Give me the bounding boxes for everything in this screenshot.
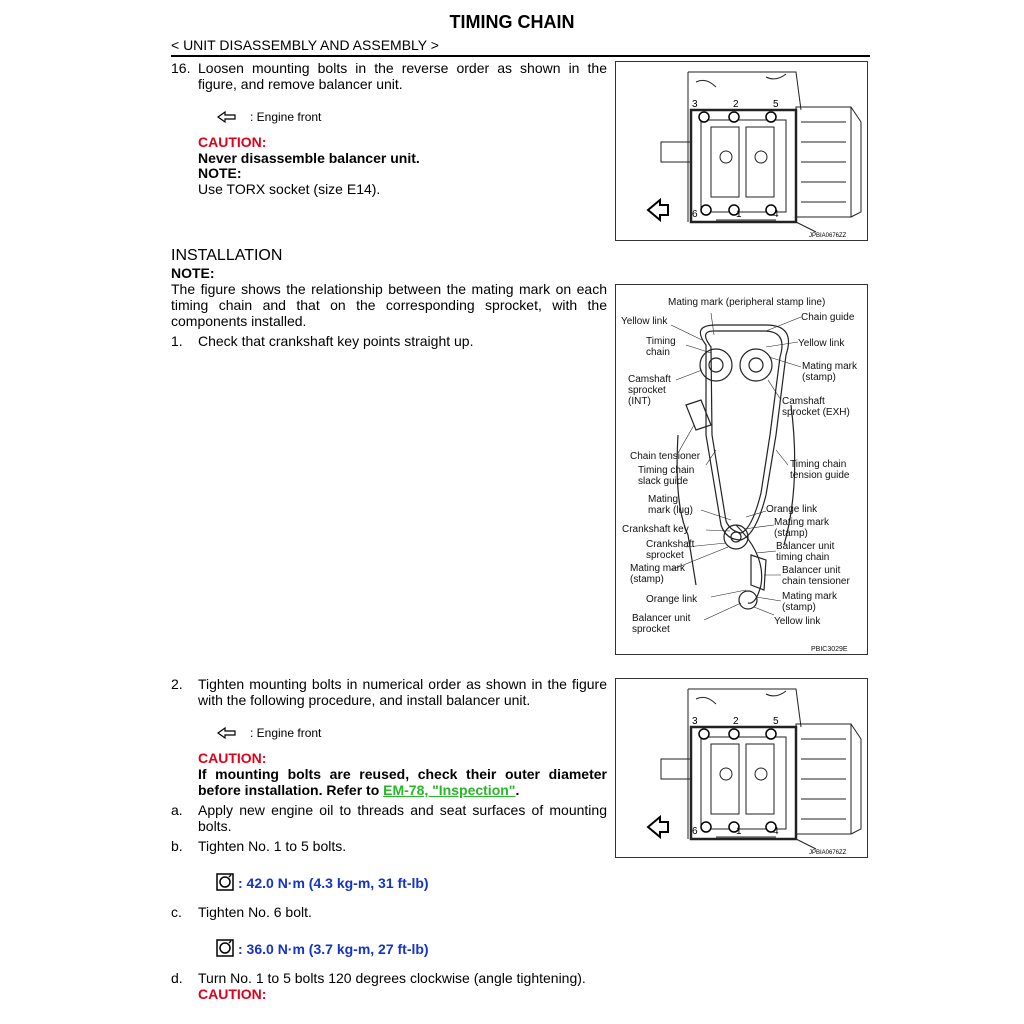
step-1-text: Check that crankshaft key points straight up.	[198, 333, 474, 349]
caution-label: CAUTION:	[198, 750, 267, 766]
caution-text: Never disassemble balancer unit.	[198, 150, 420, 166]
label-tension-guide-2: tension guide	[790, 470, 850, 481]
label-cam-exh-1: Camshaft	[782, 396, 825, 407]
label-yellow-link-tr: Yellow link	[798, 338, 845, 349]
balancer-unit-figure-1	[615, 61, 868, 241]
installation-note-text: The figure shows the relationship between the mating mark on each timing chain and that on the corresponding sprocket, with the components installed.	[171, 281, 607, 329]
step-2-number: 2.	[171, 676, 183, 692]
bolt-label-3: 3	[692, 99, 698, 110]
bolt-label-5: 5	[773, 716, 779, 727]
caution-label: CAUTION:	[198, 986, 267, 1002]
figure-code: JPBIA0676ZZ	[809, 233, 847, 239]
step-a-text: Apply new engine oil to threads and seat surfaces of mounting bolts.	[198, 802, 607, 834]
step-d-text: Turn No. 1 to 5 bolts 120 degrees clockwise (angle tightening).	[198, 970, 586, 986]
label-bal-sprocket-1: Balancer unit	[632, 613, 691, 624]
label-bal-chain-2: timing chain	[776, 552, 830, 563]
engine-front-arrow-icon	[648, 200, 668, 220]
bolt-label-6: 6	[692, 826, 698, 837]
balancer-unit-figure-2	[615, 678, 868, 858]
page-title: TIMING CHAIN	[449, 12, 575, 32]
timing-chain-figure	[615, 284, 868, 655]
note-text: Use TORX socket (size E14).	[198, 181, 381, 197]
bolt-label-1: 1	[736, 826, 742, 837]
figure-code: PBIC3029E	[811, 646, 848, 653]
torque-spec-2: : 36.0 N·m (3.7 kg-m, 27 ft-lb)	[238, 941, 429, 957]
bolt-label-4: 4	[773, 826, 779, 837]
label-orange-link-r: Orange link	[766, 504, 818, 515]
label-mating-stamp-1: Mating mark	[802, 361, 858, 372]
bolt-label-3: 3	[692, 716, 698, 727]
label-crank-key: Crankshaft key	[622, 524, 689, 535]
label-mating-stamp-b1: Mating mark	[782, 591, 838, 602]
label-cam-int-3: (INT)	[628, 396, 651, 407]
step-2-text: Tighten mounting bolts in numerical order as shown in the figure with the following procedure, and install balancer unit.	[198, 676, 607, 708]
step-d-letter: d.	[171, 970, 183, 986]
engine-front-label: : Engine front	[250, 110, 322, 124]
label-cam-exh-2: sprocket (EXH)	[782, 407, 850, 418]
step-c-letter: c.	[171, 904, 182, 920]
torque-spec-1: : 42.0 N·m (4.3 kg-m, 31 ft-lb)	[238, 875, 429, 891]
bolt-label-6: 6	[692, 209, 698, 220]
torque-icon	[216, 873, 234, 896]
caution-end: .	[515, 782, 520, 798]
figure-code: JPBIA0676ZZ	[809, 850, 847, 856]
torque-icon	[216, 939, 234, 962]
note-label: NOTE:	[198, 165, 242, 181]
label-mating-stamp-b2: (stamp)	[782, 602, 816, 613]
engine-front-arrow-icon	[648, 817, 668, 837]
label-mating-stamp-2: (stamp)	[802, 372, 836, 383]
step-1-number: 1.	[171, 333, 183, 349]
engine-front-label: : Engine front	[250, 726, 322, 740]
label-mating-stamp-l1: Mating mark	[630, 563, 686, 574]
installation-note-label: NOTE:	[171, 265, 215, 281]
label-bal-tensioner-2: chain tensioner	[782, 576, 850, 587]
step-16-number: 16.	[171, 60, 191, 76]
label-timing-chain-1: Timing	[646, 336, 676, 347]
engine-front-icon	[216, 110, 238, 129]
installation-heading: INSTALLATION	[171, 247, 283, 264]
label-mating-lug-1: Mating	[648, 494, 679, 505]
step-16-text: Loosen mounting bolts in the reverse order as shown in the figure, and remove balancer unit.	[198, 60, 607, 92]
label-chain-guide: Chain guide	[801, 312, 855, 323]
label-mating-stamp-l2: (stamp)	[630, 574, 664, 585]
label-timing-chain-2: chain	[646, 347, 670, 358]
caution-text-block	[198, 766, 607, 798]
label-yellow-link-tl: Yellow link	[621, 316, 668, 327]
label-chain-tensioner: Chain tensioner	[630, 451, 701, 462]
label-bal-chain-1: Balancer unit	[776, 541, 835, 552]
label-cam-int-2: sprocket	[628, 385, 666, 396]
label-orange-link-l: Orange link	[646, 594, 698, 605]
caution-label: CAUTION:	[198, 134, 267, 150]
label-crank-sprocket-2: sprocket	[646, 550, 684, 561]
step-c-text: Tighten No. 6 bolt.	[198, 904, 312, 920]
engine-front-icon	[216, 726, 238, 745]
label-yellow-link-b: Yellow link	[774, 616, 821, 627]
bolt-label-2: 2	[733, 99, 739, 110]
bolt-label-2: 2	[733, 716, 739, 727]
label-tension-guide-1: Timing chain	[790, 459, 847, 470]
label-mating-peripheral: Mating mark (peripheral stamp line)	[668, 297, 826, 308]
bolt-label-5: 5	[773, 99, 779, 110]
step-b-text: Tighten No. 1 to 5 bolts.	[198, 838, 347, 854]
label-mating-lug-2: mark (lug)	[648, 505, 694, 516]
step-a-letter: a.	[171, 802, 183, 818]
label-cam-int-1: Camshaft	[628, 374, 671, 385]
bolt-label-1: 1	[736, 209, 742, 220]
label-bal-tensioner-1: Balancer unit	[782, 565, 841, 576]
label-mating-stamp-r1: Mating mark	[774, 517, 830, 528]
section-subtitle: < UNIT DISASSEMBLY AND ASSEMBLY >	[171, 37, 439, 53]
inspection-link[interactable]: EM-78, "Inspection"	[383, 782, 516, 798]
label-mating-stamp-r2: (stamp)	[774, 528, 808, 539]
bolt-label-4: 4	[773, 209, 779, 220]
label-bal-sprocket-2: sprocket	[632, 624, 670, 635]
label-crank-sprocket-1: Crankshaft	[646, 539, 695, 550]
caution-text: If mounting bolts are reused, check their outer diameter before installation. Refer to	[198, 766, 607, 798]
header-divider	[171, 55, 870, 57]
label-slack-guide-2: slack guide	[638, 476, 689, 487]
label-slack-guide-1: Timing chain	[638, 465, 695, 476]
step-b-letter: b.	[171, 838, 183, 854]
